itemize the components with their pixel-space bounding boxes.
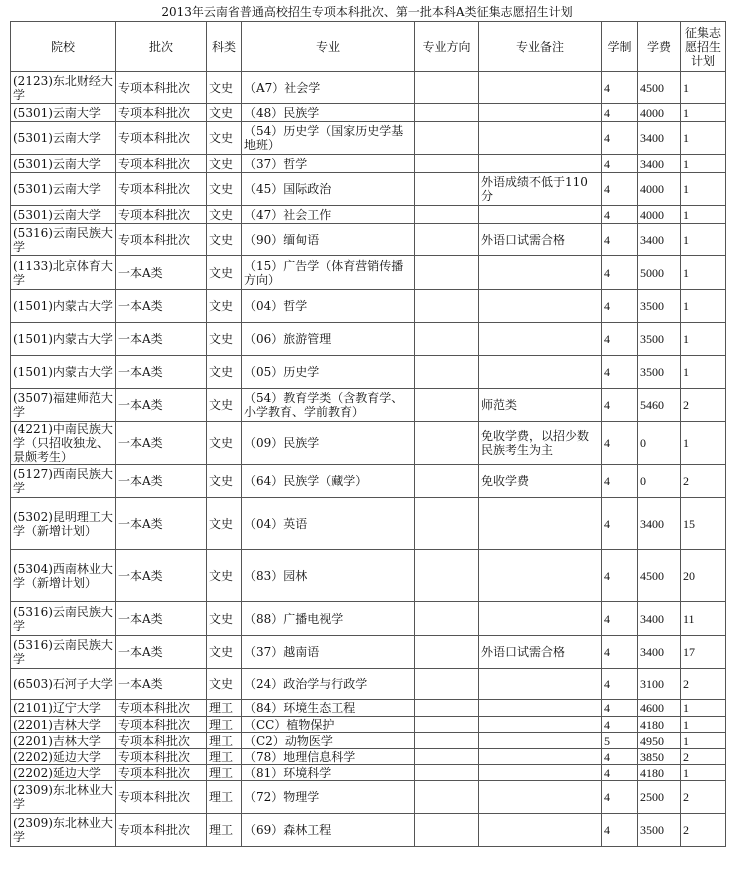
direction-cell	[415, 224, 479, 256]
years-cell: 4	[602, 155, 638, 173]
category-cell: 理工	[207, 749, 242, 765]
direction-cell	[415, 104, 479, 122]
batch-cell: 一本A类	[116, 550, 207, 602]
major-cell: （04）英语	[242, 498, 415, 550]
major-cell: （45）国际政治	[242, 173, 415, 206]
category-cell: 文史	[207, 173, 242, 206]
page-title: 2013年云南省普通高校招生专项本科批次、第一批本科A类征集志愿招生计划	[161, 5, 573, 19]
major-cell: （05）历史学	[242, 356, 415, 389]
school-cell: (2202)延边大学	[11, 749, 116, 765]
category-cell: 文史	[207, 104, 242, 122]
fee-cell: 4950	[638, 733, 681, 749]
fee-cell: 3400	[638, 602, 681, 636]
header-school: 院校	[11, 22, 116, 72]
plan-cell: 17	[681, 636, 726, 669]
table-body	[11, 72, 726, 847]
years-cell: 4	[602, 814, 638, 847]
years-cell: 4	[602, 356, 638, 389]
table-row	[11, 765, 726, 781]
table-row	[11, 122, 726, 155]
school-cell: (2201)吉林大学	[11, 733, 116, 749]
plan-cell: 1	[681, 206, 726, 224]
school-cell: (5316)云南民族大学	[11, 636, 116, 669]
direction-cell	[415, 602, 479, 636]
batch-cell: 一本A类	[116, 465, 207, 498]
direction-cell	[415, 122, 479, 155]
years-cell: 4	[602, 669, 638, 700]
batch-cell: 专项本科批次	[116, 104, 207, 122]
school-cell: (5301)云南大学	[11, 122, 116, 155]
table-row	[11, 700, 726, 717]
fee-cell: 0	[638, 465, 681, 498]
direction-cell	[415, 323, 479, 356]
plan-cell: 1	[681, 356, 726, 389]
batch-cell: 专项本科批次	[116, 224, 207, 256]
fee-cell: 4000	[638, 173, 681, 206]
fee-cell: 4600	[638, 700, 681, 717]
major-cell: （54）历史学（国家历史学基地班）	[242, 122, 415, 155]
school-cell: (4221)中南民族大学（只招收独龙、景颇考生）	[11, 422, 116, 465]
years-cell: 4	[602, 781, 638, 814]
batch-cell: 一本A类	[116, 356, 207, 389]
batch-cell: 一本A类	[116, 422, 207, 465]
school-cell: (6503)石河子大学	[11, 669, 116, 700]
batch-cell: 一本A类	[116, 669, 207, 700]
category-cell: 文史	[207, 550, 242, 602]
table-row	[11, 256, 726, 290]
category-cell: 文史	[207, 256, 242, 290]
direction-cell	[415, 422, 479, 465]
category-cell: 文史	[207, 465, 242, 498]
plan-cell: 2	[681, 814, 726, 847]
fee-cell: 4500	[638, 550, 681, 602]
direction-cell	[415, 733, 479, 749]
note-cell	[479, 717, 602, 733]
years-cell: 4	[602, 323, 638, 356]
category-cell: 理工	[207, 814, 242, 847]
category-cell: 文史	[207, 122, 242, 155]
school-cell: (1501)内蒙古大学	[11, 356, 116, 389]
years-cell: 4	[602, 550, 638, 602]
table-row	[11, 465, 726, 498]
header-fee: 学费	[638, 22, 681, 72]
fee-cell: 4000	[638, 206, 681, 224]
years-cell: 4	[602, 122, 638, 155]
note-cell: 免收学费，以招少数民族考生为主	[479, 422, 602, 465]
category-cell: 文史	[207, 498, 242, 550]
major-cell: （72）物理学	[242, 781, 415, 814]
table-row	[11, 104, 726, 122]
years-cell: 4	[602, 700, 638, 717]
fee-cell: 3400	[638, 636, 681, 669]
table-row	[11, 422, 726, 465]
direction-cell	[415, 765, 479, 781]
header-direction: 专业方向	[415, 22, 479, 72]
note-cell	[479, 356, 602, 389]
batch-cell: 专项本科批次	[116, 765, 207, 781]
major-cell: （84）环境生态工程	[242, 700, 415, 717]
fee-cell: 3500	[638, 356, 681, 389]
plan-cell: 1	[681, 72, 726, 104]
plan-cell: 1	[681, 104, 726, 122]
direction-cell	[415, 290, 479, 323]
fee-cell: 2500	[638, 781, 681, 814]
years-cell: 4	[602, 422, 638, 465]
school-cell: (5316)云南民族大学	[11, 224, 116, 256]
category-cell: 文史	[207, 356, 242, 389]
school-cell: (5301)云南大学	[11, 155, 116, 173]
years-cell: 4	[602, 256, 638, 290]
major-cell: （37）越南语	[242, 636, 415, 669]
table-row	[11, 356, 726, 389]
note-cell	[479, 700, 602, 717]
batch-cell: 专项本科批次	[116, 72, 207, 104]
school-cell: (2123)东北财经大学	[11, 72, 116, 104]
major-cell: （09）民族学	[242, 422, 415, 465]
fee-cell: 5460	[638, 389, 681, 422]
plan-cell: 1	[681, 765, 726, 781]
note-cell	[479, 781, 602, 814]
major-cell: （64）民族学（藏学）	[242, 465, 415, 498]
category-cell: 文史	[207, 290, 242, 323]
school-cell: (5301)云南大学	[11, 104, 116, 122]
note-cell	[479, 104, 602, 122]
note-cell	[479, 669, 602, 700]
category-cell: 文史	[207, 389, 242, 422]
fee-cell: 3500	[638, 814, 681, 847]
header-batch: 批次	[116, 22, 207, 72]
years-cell: 4	[602, 465, 638, 498]
note-cell: 外语口试需合格	[479, 636, 602, 669]
major-cell: （83）园林	[242, 550, 415, 602]
years-cell: 4	[602, 72, 638, 104]
major-cell: （06）旅游管理	[242, 323, 415, 356]
plan-cell: 1	[681, 733, 726, 749]
batch-cell: 专项本科批次	[116, 206, 207, 224]
plan-cell: 1	[681, 224, 726, 256]
table-row	[11, 224, 726, 256]
category-cell: 文史	[207, 72, 242, 104]
plan-cell: 1	[681, 173, 726, 206]
years-cell: 4	[602, 602, 638, 636]
category-cell: 理工	[207, 717, 242, 733]
enrollment-plan-table	[10, 21, 726, 847]
years-cell: 4	[602, 104, 638, 122]
fee-cell: 4180	[638, 717, 681, 733]
batch-cell: 专项本科批次	[116, 717, 207, 733]
note-cell: 师范类	[479, 389, 602, 422]
table-row	[11, 389, 726, 422]
years-cell: 4	[602, 765, 638, 781]
fee-cell: 3100	[638, 669, 681, 700]
years-cell: 4	[602, 206, 638, 224]
header-row	[11, 22, 726, 72]
school-cell: (1133)北京体育大学	[11, 256, 116, 290]
batch-cell: 专项本科批次	[116, 749, 207, 765]
note-cell	[479, 206, 602, 224]
note-cell	[479, 733, 602, 749]
table-row	[11, 669, 726, 700]
major-cell: （C2）动物医学	[242, 733, 415, 749]
note-cell	[479, 155, 602, 173]
batch-cell: 一本A类	[116, 389, 207, 422]
school-cell: (3507)福建师范大学	[11, 389, 116, 422]
batch-cell: 专项本科批次	[116, 781, 207, 814]
plan-cell: 1	[681, 256, 726, 290]
batch-cell: 一本A类	[116, 602, 207, 636]
note-cell	[479, 814, 602, 847]
header-note: 专业备注	[479, 22, 602, 72]
note-cell	[479, 550, 602, 602]
note-cell	[479, 72, 602, 104]
major-cell: （78）地理信息科学	[242, 749, 415, 765]
plan-cell: 20	[681, 550, 726, 602]
header-years: 学制	[602, 22, 638, 72]
major-cell: （69）森林工程	[242, 814, 415, 847]
batch-cell: 专项本科批次	[116, 122, 207, 155]
batch-cell: 一本A类	[116, 636, 207, 669]
school-cell: (5316)云南民族大学	[11, 602, 116, 636]
category-cell: 文史	[207, 636, 242, 669]
plan-cell: 1	[681, 290, 726, 323]
school-cell: (2309)东北林业大学	[11, 814, 116, 847]
fee-cell: 4000	[638, 104, 681, 122]
table-row	[11, 290, 726, 323]
category-cell: 文史	[207, 206, 242, 224]
direction-cell	[415, 550, 479, 602]
years-cell: 4	[602, 389, 638, 422]
years-cell: 5	[602, 733, 638, 749]
batch-cell: 一本A类	[116, 498, 207, 550]
direction-cell	[415, 498, 479, 550]
note-cell: 免收学费	[479, 465, 602, 498]
header-plan: 征集志愿招生计划	[681, 22, 726, 72]
batch-cell: 一本A类	[116, 323, 207, 356]
header-major: 专业	[242, 22, 415, 72]
major-cell: （15）广告学（体育营销传播方向）	[242, 256, 415, 290]
school-cell: (2201)吉林大学	[11, 717, 116, 733]
plan-cell: 2	[681, 781, 726, 814]
fee-cell: 4180	[638, 765, 681, 781]
direction-cell	[415, 465, 479, 498]
plan-cell: 11	[681, 602, 726, 636]
table-row	[11, 602, 726, 636]
fee-cell: 3400	[638, 224, 681, 256]
fee-cell: 3500	[638, 323, 681, 356]
category-cell: 理工	[207, 781, 242, 814]
batch-cell: 一本A类	[116, 290, 207, 323]
plan-cell: 1	[681, 323, 726, 356]
plan-cell: 1	[681, 122, 726, 155]
batch-cell: 专项本科批次	[116, 155, 207, 173]
school-cell: (2202)延边大学	[11, 765, 116, 781]
batch-cell: 专项本科批次	[116, 173, 207, 206]
plan-cell: 2	[681, 389, 726, 422]
major-cell: （CC）植物保护	[242, 717, 415, 733]
school-cell: (5127)西南民族大学	[11, 465, 116, 498]
plan-cell: 1	[681, 700, 726, 717]
table-row	[11, 323, 726, 356]
direction-cell	[415, 206, 479, 224]
major-cell: （90）缅甸语	[242, 224, 415, 256]
note-cell	[479, 765, 602, 781]
batch-cell: 专项本科批次	[116, 733, 207, 749]
school-cell: (1501)内蒙古大学	[11, 323, 116, 356]
direction-cell	[415, 814, 479, 847]
header-category: 科类	[207, 22, 242, 72]
direction-cell	[415, 717, 479, 733]
note-cell	[479, 256, 602, 290]
school-cell: (5301)云南大学	[11, 206, 116, 224]
plan-cell: 1	[681, 717, 726, 733]
school-cell: (2309)东北林业大学	[11, 781, 116, 814]
note-cell	[479, 122, 602, 155]
direction-cell	[415, 72, 479, 104]
category-cell: 文史	[207, 323, 242, 356]
table-row	[11, 717, 726, 733]
category-cell: 理工	[207, 700, 242, 717]
years-cell: 4	[602, 173, 638, 206]
batch-cell: 专项本科批次	[116, 814, 207, 847]
major-cell: （24）政治学与行政学	[242, 669, 415, 700]
major-cell: （A7）社会学	[242, 72, 415, 104]
major-cell: （48）民族学	[242, 104, 415, 122]
table-row	[11, 72, 726, 104]
direction-cell	[415, 636, 479, 669]
table-row	[11, 498, 726, 550]
table-row	[11, 749, 726, 765]
category-cell: 文史	[207, 155, 242, 173]
years-cell: 4	[602, 224, 638, 256]
fee-cell: 0	[638, 422, 681, 465]
fee-cell: 3500	[638, 290, 681, 323]
major-cell: （54）教育学类（含教育学、小学教育、学前教育）	[242, 389, 415, 422]
fee-cell: 3400	[638, 155, 681, 173]
plan-cell: 1	[681, 422, 726, 465]
batch-cell: 一本A类	[116, 256, 207, 290]
direction-cell	[415, 173, 479, 206]
batch-cell: 专项本科批次	[116, 700, 207, 717]
table-row	[11, 173, 726, 206]
plan-cell: 2	[681, 465, 726, 498]
major-cell: （37）哲学	[242, 155, 415, 173]
school-cell: (5304)西南林业大学（新增计划）	[11, 550, 116, 602]
direction-cell	[415, 781, 479, 814]
fee-cell: 5000	[638, 256, 681, 290]
direction-cell	[415, 356, 479, 389]
years-cell: 4	[602, 290, 638, 323]
note-cell	[479, 323, 602, 356]
plan-cell: 2	[681, 669, 726, 700]
category-cell: 理工	[207, 733, 242, 749]
table-row	[11, 781, 726, 814]
major-cell: （88）广播电视学	[242, 602, 415, 636]
category-cell: 文史	[207, 669, 242, 700]
direction-cell	[415, 389, 479, 422]
school-cell: (5301)云南大学	[11, 173, 116, 206]
major-cell: （47）社会工作	[242, 206, 415, 224]
school-cell: (2101)辽宁大学	[11, 700, 116, 717]
school-cell: (1501)内蒙古大学	[11, 290, 116, 323]
note-cell: 外语成绩不低于110分	[479, 173, 602, 206]
table-row	[11, 550, 726, 602]
category-cell: 文史	[207, 422, 242, 465]
category-cell: 理工	[207, 765, 242, 781]
direction-cell	[415, 256, 479, 290]
category-cell: 文史	[207, 602, 242, 636]
fee-cell: 4500	[638, 72, 681, 104]
note-cell	[479, 602, 602, 636]
table-row	[11, 206, 726, 224]
direction-cell	[415, 749, 479, 765]
direction-cell	[415, 700, 479, 717]
direction-cell	[415, 155, 479, 173]
note-cell: 外语口试需合格	[479, 224, 602, 256]
table-row	[11, 636, 726, 669]
plan-cell: 1	[681, 155, 726, 173]
table-row	[11, 814, 726, 847]
years-cell: 4	[602, 749, 638, 765]
direction-cell	[415, 669, 479, 700]
fee-cell: 3850	[638, 749, 681, 765]
years-cell: 4	[602, 636, 638, 669]
category-cell: 文史	[207, 224, 242, 256]
note-cell	[479, 290, 602, 323]
major-cell: （81）环境科学	[242, 765, 415, 781]
major-cell: （04）哲学	[242, 290, 415, 323]
table-row	[11, 155, 726, 173]
school-cell: (5302)昆明理工大学（新增计划）	[11, 498, 116, 550]
years-cell: 4	[602, 498, 638, 550]
fee-cell: 3400	[638, 122, 681, 155]
years-cell: 4	[602, 717, 638, 733]
note-cell	[479, 749, 602, 765]
plan-cell: 15	[681, 498, 726, 550]
note-cell	[479, 498, 602, 550]
plan-cell: 2	[681, 749, 726, 765]
fee-cell: 3400	[638, 498, 681, 550]
table-row	[11, 733, 726, 749]
